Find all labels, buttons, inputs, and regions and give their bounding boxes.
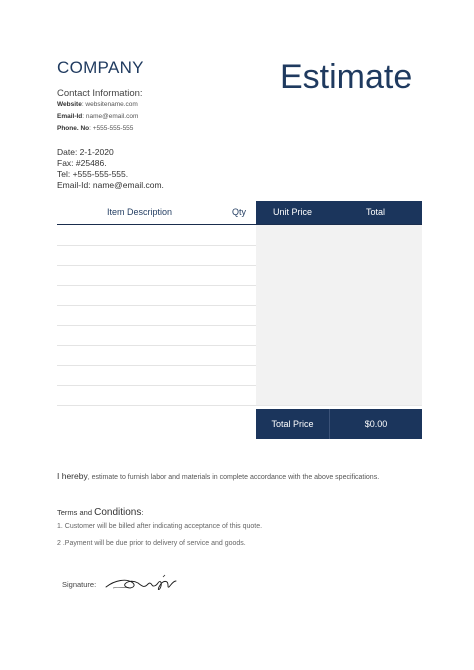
cell-total[interactable] <box>329 365 422 386</box>
cell-total[interactable] <box>329 245 422 266</box>
cell-description[interactable] <box>57 245 256 266</box>
cell-total[interactable] <box>329 385 422 406</box>
term-item: 2 .Payment will be due prior to delivery of service and goods. <box>57 540 246 547</box>
total-price-label: Total Price <box>256 409 329 439</box>
term-item: 1. Customer will be billed after indicating acceptance of this quote. <box>57 523 263 530</box>
phone-value: : +555-555-555 <box>89 125 134 132</box>
signature-image <box>103 572 179 594</box>
cell-description[interactable] <box>57 365 256 386</box>
statement-text: , estimate to furnish labor and materials in complete accordance with the above specifications. <box>87 474 380 481</box>
table-row <box>57 225 422 245</box>
cell-description[interactable] <box>57 385 256 406</box>
cell-unit-price[interactable] <box>256 225 329 246</box>
contact-phone <box>57 125 133 132</box>
terms-heading <box>57 507 143 518</box>
website-value: : websitename.com <box>81 101 138 108</box>
cell-unit-price[interactable] <box>256 345 329 366</box>
acceptance-statement <box>57 471 379 481</box>
cell-total[interactable] <box>329 225 422 246</box>
company-name: COMPANY <box>57 58 144 77</box>
table-row <box>57 265 422 285</box>
terms-heading-suffix: : <box>141 508 144 517</box>
table-row <box>57 385 422 405</box>
phone-label: Phone. No <box>57 125 90 132</box>
cell-description[interactable] <box>57 325 256 346</box>
email-line: Email-Id: name@email.com. <box>57 180 164 190</box>
header-item-description: Item Description <box>106 207 173 217</box>
cell-unit-price[interactable] <box>256 305 329 326</box>
table-row <box>57 305 422 325</box>
statement-lead: I hereby <box>57 471 88 481</box>
cell-description[interactable] <box>57 285 256 306</box>
cell-total[interactable] <box>329 265 422 286</box>
header-unit-price: Unit Price <box>256 201 329 224</box>
terms-heading-prefix: Terms and <box>57 508 95 517</box>
contact-email <box>57 113 138 120</box>
cell-total[interactable] <box>329 285 422 306</box>
table-row <box>57 285 422 305</box>
cell-description[interactable] <box>57 345 256 366</box>
header-qty: Qty <box>231 207 246 217</box>
cell-unit-price[interactable] <box>256 285 329 306</box>
cell-unit-price[interactable] <box>256 365 329 386</box>
cell-description[interactable] <box>57 305 256 326</box>
email-label: Email-Id <box>57 113 83 120</box>
total-price-value: $0.00 <box>329 409 422 439</box>
table-row <box>57 325 422 345</box>
header-total: Total <box>329 201 422 224</box>
table-row <box>57 365 422 385</box>
tel-line: Tel: +555-555-555. <box>57 169 129 179</box>
terms-heading-big: Conditions <box>94 507 142 518</box>
table-row <box>57 345 422 365</box>
contact-heading: Contact Information: <box>57 88 143 99</box>
signature-label: Signature: <box>62 580 97 589</box>
contact-website <box>57 101 138 108</box>
cell-unit-price[interactable] <box>256 385 329 406</box>
cell-total[interactable] <box>329 345 422 366</box>
document-title: Estimate <box>280 58 413 96</box>
cell-unit-price[interactable] <box>256 245 329 266</box>
date-line: Date: 2-1-2020 <box>57 147 114 157</box>
email-value: : name@email.com <box>82 113 139 120</box>
fax-line: Fax: #25486. <box>57 158 107 168</box>
cell-total[interactable] <box>329 305 422 326</box>
cell-description[interactable] <box>57 265 256 286</box>
cell-unit-price[interactable] <box>256 325 329 346</box>
website-label: Website <box>57 101 82 108</box>
table-header <box>57 201 422 225</box>
cell-description[interactable] <box>57 225 256 246</box>
cell-unit-price[interactable] <box>256 265 329 286</box>
cell-total[interactable] <box>329 325 422 346</box>
table-row <box>57 245 422 265</box>
